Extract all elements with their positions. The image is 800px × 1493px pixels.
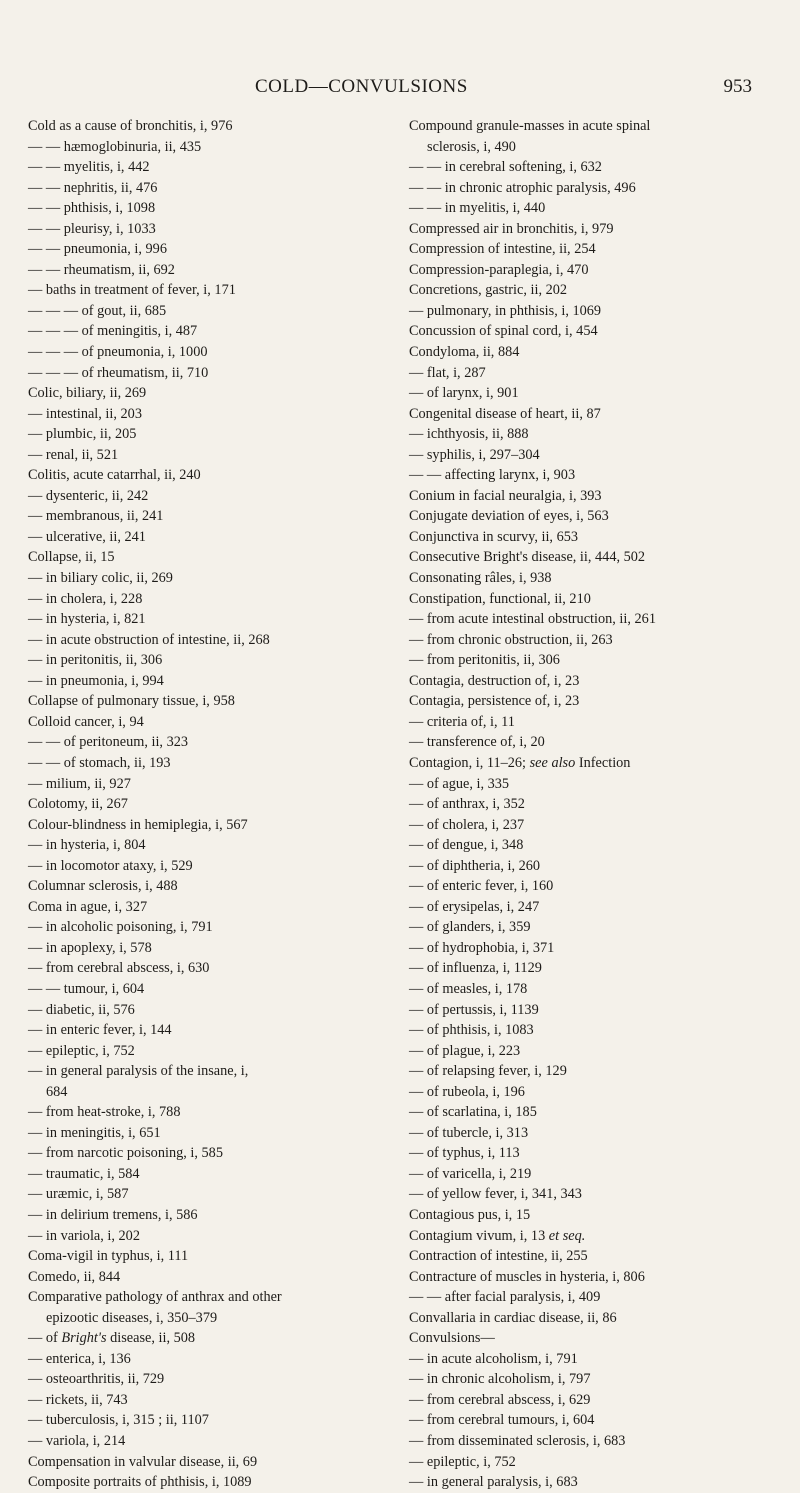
index-entry: — from narcotic poisoning, i, 585 [28,1145,223,1162]
index-entry: — diabetic, ii, 576 [28,1001,135,1018]
index-entry: — in general paralysis, i, 683 [409,1474,578,1491]
index-entry: — pulmonary, in phthisis, i, 1069 [409,302,602,319]
index-entry: — from cerebral abscess, i, 630 [28,960,210,977]
index-entry: — — — of gout, ii, 685 [28,302,167,319]
index-entry: — epileptic, i, 752 [28,1042,135,1059]
index-entry: — baths in treatment of fever, i, 171 [28,282,236,299]
index-entry: Colour-blindness in hemiplegia, i, 567 [28,816,248,833]
index-entry: — dysenteric, ii, 242 [28,487,149,504]
index-entry: — in hysteria, i, 821 [28,611,146,628]
index-entry: — of hydrophobia, i, 371 [409,939,555,956]
index-entry: Collapse of pulmonary tissue, i, 958 [28,693,235,710]
page-header [0,76,800,100]
index-entry: — from peritonitis, ii, 306 [409,652,560,669]
index-entry: — ichthyosis, ii, 888 [409,426,529,443]
index-entry: Contracture of muscles in hysteria, i, 806 [409,1268,645,1285]
index-entry: — from chronic obstruction, ii, 263 [409,631,613,648]
index-entry: — of cholera, i, 237 [409,816,525,833]
index-entry: — intestinal, ii, 203 [28,405,142,422]
page-number: 953 [723,76,752,97]
index-entry: — from disseminated sclerosis, i, 683 [409,1433,626,1449]
index-entry: — of influenza, i, 1129 [409,960,542,977]
index-entry: Convallaria in cardiac disease, ii, 86 [409,1309,617,1326]
index-entry: Consecutive Bright's disease, ii, 444, 502 [409,549,646,566]
index-entry: — — in myelitis, i, 440 [409,200,546,217]
index-entry: — of varicella, i, 219 [409,1165,532,1182]
index-entry: Colotomy, ii, 267 [28,796,128,813]
index-entry: — transference of, i, 20 [409,734,545,751]
index-entry: — — after facial paralysis, i, 409 [409,1289,601,1306]
index-entry: — — phthisis, i, 1098 [28,200,156,217]
index-entry: Contagious pus, i, 15 [409,1206,531,1223]
index-entry: — of typhus, i, 113 [409,1145,520,1162]
index-entry: Coma-vigil in typhus, i, 111 [28,1248,189,1265]
index-entry: — — — of pneumonia, i, 1000 [28,344,208,361]
index-entry: — — pleurisy, i, 1033 [28,220,156,237]
index-entry: — — rheumatism, ii, 692 [28,261,175,278]
index-entry: — tuberculosis, i, 315 ; ii, 1107 [28,1412,209,1429]
index-entry: — in apoplexy, i, 578 [28,939,152,956]
index-entry: — in pneumonia, i, 994 [28,672,164,689]
index-entry: Condyloma, ii, 884 [409,344,520,361]
index-entry: — criteria of, i, 11 [409,713,515,730]
index-entry: — — of peritoneum, ii, 323 [28,734,189,751]
index-entry: Contagion, i, 11–26; see also Infection [409,754,631,771]
index-entry: Consonating râles, i, 938 [409,570,552,587]
index-entry: Colitis, acute catarrhal, ii, 240 [28,467,201,484]
index-entry: — of diphtheria, i, 260 [409,857,541,874]
index-entry: Congenital disease of heart, ii, 87 [409,405,601,422]
index-entry: — in hysteria, i, 804 [28,837,146,854]
index-entry: — — — of meningitis, i, 487 [28,323,198,340]
index-entry: — in chronic alcoholism, i, 797 [409,1371,591,1388]
index-entry: — in acute obstruction of intestine, ii, 268 [28,631,270,648]
index-entry: Compression of intestine, ii, 254 [409,241,596,258]
index-entry: — — myelitis, i, 442 [28,159,150,176]
index-entry: — in biliary colic, ii, 269 [28,570,173,587]
index-entry: Conjugate deviation of eyes, i, 563 [409,508,609,525]
index-entry: — — tumour, i, 604 [28,980,145,997]
index-entry: Colloid cancer, i, 94 [28,713,144,730]
index-column-left [28,116,388,1493]
index-entry: — from cerebral tumours, i, 604 [409,1412,595,1429]
index-entry: — ulcerative, ii, 241 [28,528,146,545]
index-entry: epizootic diseases, i, 350–379 [46,1309,218,1326]
index-entry: — plumbic, ii, 205 [28,426,137,443]
index-entry: — in enteric fever, i, 144 [28,1022,172,1039]
index-entry: — milium, ii, 927 [28,775,131,792]
index-entry: Contagia, persistence of, i, 23 [409,693,580,710]
index-entry: — rickets, ii, 743 [28,1391,128,1408]
index-entry: Constipation, functional, ii, 210 [409,590,591,607]
index-entry: — membranous, ii, 241 [28,508,164,525]
index-entry: — renal, ii, 521 [28,446,119,463]
index-entry: — from acute intestinal obstruction, ii, 261 [409,611,656,628]
index-column-right [409,116,781,1493]
index-entry: Coma in ague, i, 327 [28,898,148,915]
index-entry: Compound granule-masses in acute spinal [409,118,651,134]
index-entry: — from heat-stroke, i, 788 [28,1104,181,1121]
index-entry: — in acute alcoholism, i, 791 [409,1350,578,1367]
index-entry: — of phthisis, i, 1083 [409,1022,534,1039]
index-entry: — uræmic, i, 587 [28,1186,129,1203]
index-entry: Comparative pathology of anthrax and other [28,1289,282,1306]
index-entry: Concretions, gastric, ii, 202 [409,282,568,299]
index-entry: Conium in facial neuralgia, i, 393 [409,487,602,504]
index-entry: — in variola, i, 202 [28,1227,140,1244]
index-entry: — of measles, i, 178 [409,980,528,997]
index-entry: — traumatic, i, 584 [28,1165,140,1182]
index-entry: — of ague, i, 335 [409,775,510,792]
index-entry: Contraction of intestine, ii, 255 [409,1248,588,1265]
index-entry: — of relapsing fever, i, 129 [409,1063,567,1080]
index-entry: — in general paralysis of the insane, i, [28,1063,249,1080]
index-entry: — of larynx, i, 901 [409,385,519,402]
index-entry: — enterica, i, 136 [28,1350,131,1367]
index-entry: Composite portraits of phthisis, i, 1089 [28,1474,252,1491]
index-entry: — of enteric fever, i, 160 [409,878,554,895]
index-entry: — — affecting larynx, i, 903 [409,467,576,484]
index-entry: Collapse, ii, 15 [28,549,115,566]
index-entry: — of Bright's disease, ii, 508 [28,1330,196,1347]
index-entry: — of dengue, i, 348 [409,837,524,854]
index-entry: — in locomotor ataxy, i, 529 [28,857,193,874]
index-entry: — in cholera, i, 228 [28,590,143,607]
index-entry: — — — of rheumatism, ii, 710 [28,364,209,381]
index-entry: Compression-paraplegia, i, 470 [409,261,589,278]
index-entry: — syphilis, i, 297–304 [409,446,540,463]
index-entry: — osteoarthritis, ii, 729 [28,1371,165,1388]
index-entry: — of tubercle, i, 313 [409,1124,529,1141]
index-entry: — in peritonitis, ii, 306 [28,652,163,669]
index-entry: — of erysipelas, i, 247 [409,898,540,915]
index-entry: — — of stomach, ii, 193 [28,754,171,771]
running-title: COLD—CONVULSIONS [255,76,468,97]
index-entry: — of anthrax, i, 352 [409,796,525,813]
index-entry: — of scarlatina, i, 185 [409,1104,537,1121]
index-entry: — — in cerebral softening, i, 632 [409,159,602,176]
index-entry: — of plague, i, 223 [409,1042,521,1059]
index-entry: Conjunctiva in scurvy, ii, 653 [409,528,579,545]
index-entry: — — pneumonia, i, 996 [28,241,167,258]
index-entry: — — in chronic atrophic paralysis, 496 [409,179,636,196]
index-entry: — in meningitis, i, 651 [28,1124,161,1141]
index-entry: — in alcoholic poisoning, i, 791 [28,919,213,936]
index-entry: — in delirium tremens, i, 586 [28,1206,198,1223]
index-entry: — flat, i, 287 [409,364,486,381]
index-entry: — of glanders, i, 359 [409,919,531,936]
index-entry: 684 [46,1083,68,1100]
index-entry: Cold as a cause of bronchitis, i, 976 [28,118,233,134]
index-entry: Columnar sclerosis, i, 488 [28,878,178,895]
index-entry: Comedo, ii, 844 [28,1268,121,1285]
index-entry: Colic, biliary, ii, 269 [28,385,147,402]
index-entry: Contagium vivum, i, 13 et seq. [409,1227,586,1244]
index-entry: — of yellow fever, i, 341, 343 [409,1186,582,1203]
index-entry: — epileptic, i, 752 [409,1453,516,1470]
index-entry: — — nephritis, ii, 476 [28,179,158,196]
index-entry: — — hæmoglobinuria, ii, 435 [28,138,202,155]
index-entry: Compressed air in bronchitis, i, 979 [409,220,614,237]
index-entry: Convulsions— [409,1330,495,1347]
index-entry: Concussion of spinal cord, i, 454 [409,323,598,340]
index-entry: Contagia, destruction of, i, 23 [409,672,580,689]
index-entry: sclerosis, i, 490 [427,138,516,155]
index-entry: Compensation in valvular disease, ii, 69 [28,1453,258,1470]
index-entry: — of pertussis, i, 1139 [409,1001,539,1018]
index-entry: — from cerebral abscess, i, 629 [409,1391,591,1408]
index-entry: — variola, i, 214 [28,1433,126,1449]
index-entry: — of rubeola, i, 196 [409,1083,525,1100]
